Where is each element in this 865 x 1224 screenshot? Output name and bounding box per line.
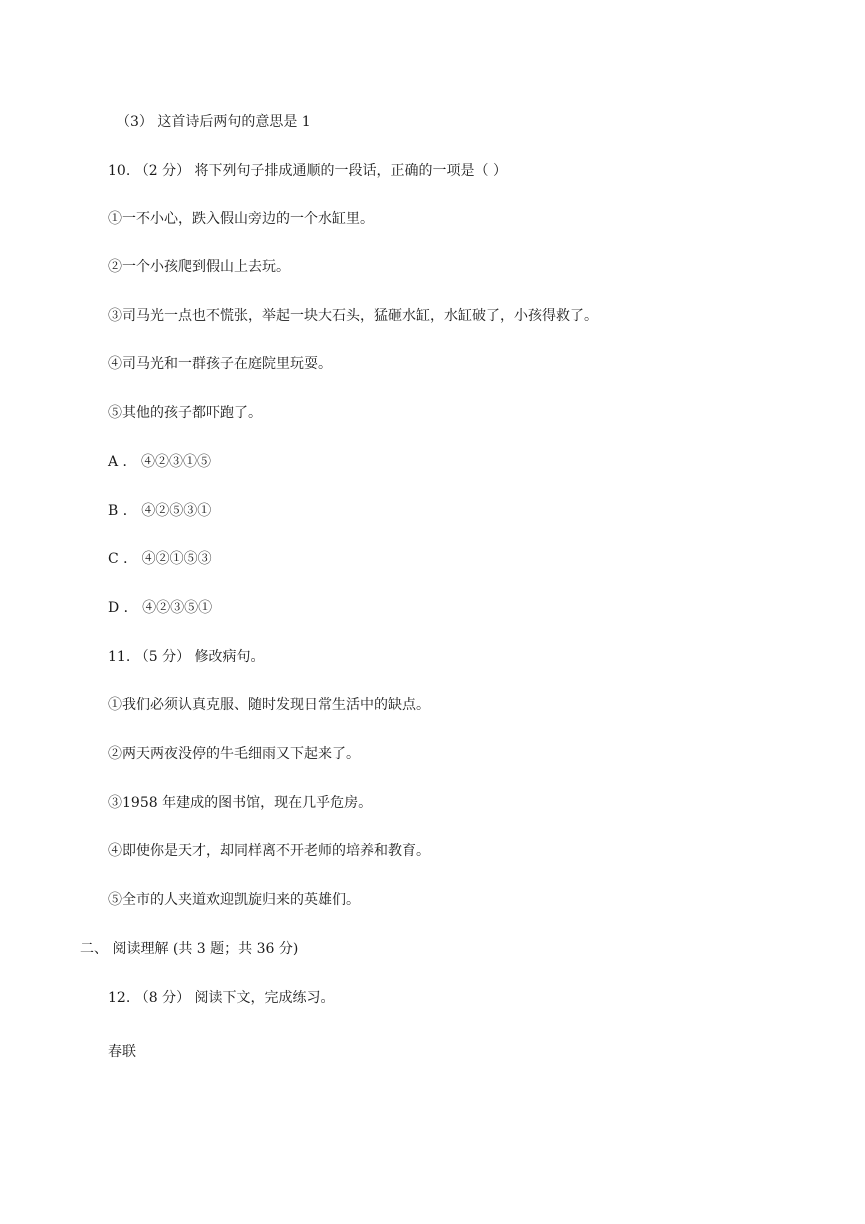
faulty-sentence-2: ②两天两夜没停的牛毛细雨又下起来了。	[108, 746, 360, 762]
question-10-stem: 10. （2 分） 将下列句子排成通顺的一段话，正确的一项是（ ）	[108, 163, 507, 179]
faulty-sentence-5: ⑤全市的人夹道欢迎凯旋归来的英雄们。	[108, 892, 360, 908]
faulty-sentence-3: ③1958 年建成的图书馆，现在几乎危房。	[108, 795, 373, 811]
passage-title: 春联	[108, 1044, 136, 1060]
sentence-2: ②一个小孩爬到假山上去玩。	[108, 259, 290, 275]
section-2-heading: 二、 阅读理解 (共 3 题；共 36 分)	[80, 941, 299, 957]
option-b: B ． ④②⑤③①	[108, 503, 212, 519]
faulty-sentence-1: ①我们必须认真克服、随时发现日常生活中的缺点。	[108, 697, 430, 713]
option-d: D ． ④②③⑤①	[108, 600, 213, 616]
question-9-part-3: （3） 这首诗后两句的意思是 1	[116, 114, 311, 130]
faulty-sentence-4: ④即使你是天才，却同样离不开老师的培养和教育。	[108, 843, 430, 859]
sentence-1: ①一不小心，跌入假山旁边的一个水缸里。	[108, 211, 374, 227]
option-c: C ． ④②①⑤③	[108, 551, 212, 567]
question-12-stem: 12. （8 分） 阅读下文，完成练习。	[108, 990, 335, 1006]
sentence-4: ④司马光和一群孩子在庭院里玩耍。	[108, 356, 332, 372]
option-a: A ． ④②③①⑤	[108, 454, 212, 470]
question-11-stem: 11. （5 分） 修改病句。	[108, 649, 265, 665]
sentence-3: ③司马光一点也不慌张，举起一块大石头，猛砸水缸，水缸破了，小孩得救了。	[108, 308, 598, 324]
sentence-5: ⑤其他的孩子都吓跑了。	[108, 405, 262, 421]
